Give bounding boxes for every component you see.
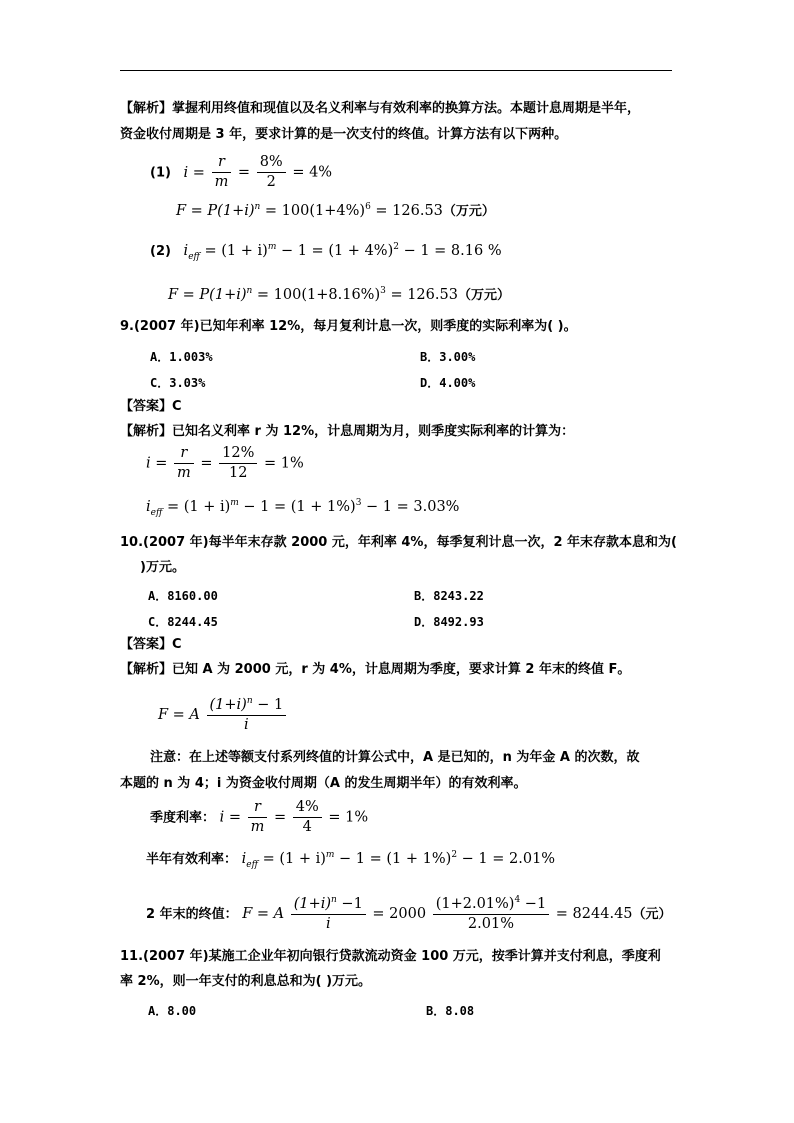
q10-analysis: 【解析】已知 A 为 2000 元，r 为 4%，计息周期为季度，要求计算 2 年末的终值 F。 bbox=[120, 662, 631, 677]
fraction-8-over-2: $\frac{8\%}{2}$ bbox=[257, 155, 286, 190]
q9-analysis: 【解析】已知名义利率 r 为 12%，计息周期为月，则季度实际利率的计算为： bbox=[120, 424, 575, 439]
method-1-formula-F: $F = P(1+i)^n = 100(1+4\%)^6 = 126.53$（万元） bbox=[176, 202, 495, 219]
question-9: 9.(2007 年)已知年利率 12%，每月复利计息一次，则季度的实际利率为( )。 bbox=[120, 319, 577, 334]
method-2-formula-F: $F = P(1+i)^n = 100(1+8.16\%)^3 = 126.53$（万元） bbox=[168, 286, 510, 303]
method-1-formula-i: (1) i = $\frac{r}{m}$ = $\frac{8\%}{2}$ = 4% bbox=[150, 154, 333, 191]
q10-option-a: A．8160.00 bbox=[148, 589, 218, 603]
method-2-label: (2) bbox=[150, 244, 171, 259]
q9-option-c: C．3.03% bbox=[150, 376, 206, 390]
q11-option-a: A．8.00 bbox=[148, 1004, 197, 1018]
question-10-line-1: 10.(2007 年)每半年末存款 2000 元，年利率 4%，每季复利计息一次，2 年末存款本息和为( bbox=[120, 535, 677, 550]
question-11-line-2: 率 2%，则一年支付的利息总和为( )万元。 bbox=[120, 974, 372, 989]
method-1-label: (1) bbox=[150, 165, 171, 181]
q10-formula-F: F = A $\frac{(1+i)^n - 1}{i}$ bbox=[158, 697, 288, 733]
method-2-formula-ieff: (2) $i_{eff} = (1 + i)^m - 1 = (1 + 4\%)^2 - 1 = 8.16$ % bbox=[150, 242, 502, 262]
q9-formula-i: i = $\frac{r}{m}$ = $\frac{12\%}{12}$ = 1% bbox=[146, 445, 304, 482]
q10-option-c: C．8244.45 bbox=[148, 615, 218, 629]
analysis-line-1: 【解析】掌握利用终值和现值以及名义利率与有效利率的换算方法。本题计息周期是半年， bbox=[120, 101, 641, 116]
q10-answer: 【答案】C bbox=[120, 637, 182, 652]
q10-option-d: D．8492.93 bbox=[414, 615, 484, 629]
q9-formula-ieff: $i_{eff} = (1 + i)^m - 1 = (1 + 1\%)^3 - 1 = 3.03\%$ bbox=[146, 498, 460, 518]
q9-option-d: D．4.00% bbox=[420, 376, 476, 390]
q10-quarter-rate: 季度利率： i = $\frac{r}{m}$ = $\frac{4\%}{4}$ = 1% bbox=[150, 799, 369, 836]
question-10-line-2: )万元。 bbox=[140, 560, 185, 575]
question-11-line-1: 11.(2007 年)某施工企业年初向银行贷款流动资金 100 万元，按季计算并支付利息，季度利 bbox=[120, 949, 661, 964]
analysis-line-2: 资金收付周期是 3 年，要求计算的是一次支付的终值。计算方法有以下两种。 bbox=[120, 127, 568, 142]
q9-option-b: B．3.00% bbox=[420, 350, 476, 364]
fraction-r-over-m: $\frac{r}{m}$ bbox=[212, 155, 232, 190]
q10-note-line-2: 本题的 n 为 4；i 为资金收付周期（A 的发生周期半年）的有效利率。 bbox=[120, 776, 527, 791]
q10-half-year-rate: 半年有效利率： $i_{eff} = (1 + i)^m - 1 = (1 + 1\%)^2 - 1 = 2.01\%$ bbox=[146, 850, 556, 870]
q9-option-a: A．1.003% bbox=[150, 350, 213, 364]
q10-note-line-1: 注意：在上述等额支付系列终值的计算公式中，A 是已知的，n 为年金 A 的次数，故 bbox=[150, 750, 640, 765]
q10-option-b: B．8243.22 bbox=[414, 589, 484, 603]
q11-option-b: B．8.08 bbox=[426, 1004, 475, 1018]
q10-two-year-value: 2 年末的终值： F = A $\frac{(1+i)^n -1}{i}$ = 2000 $\frac{(1+2.01\%)^4 -1}{2.01\%}$ = 8244.45（元） bbox=[146, 895, 672, 933]
header-rule bbox=[120, 70, 672, 71]
q9-answer: 【答案】C bbox=[120, 399, 182, 414]
